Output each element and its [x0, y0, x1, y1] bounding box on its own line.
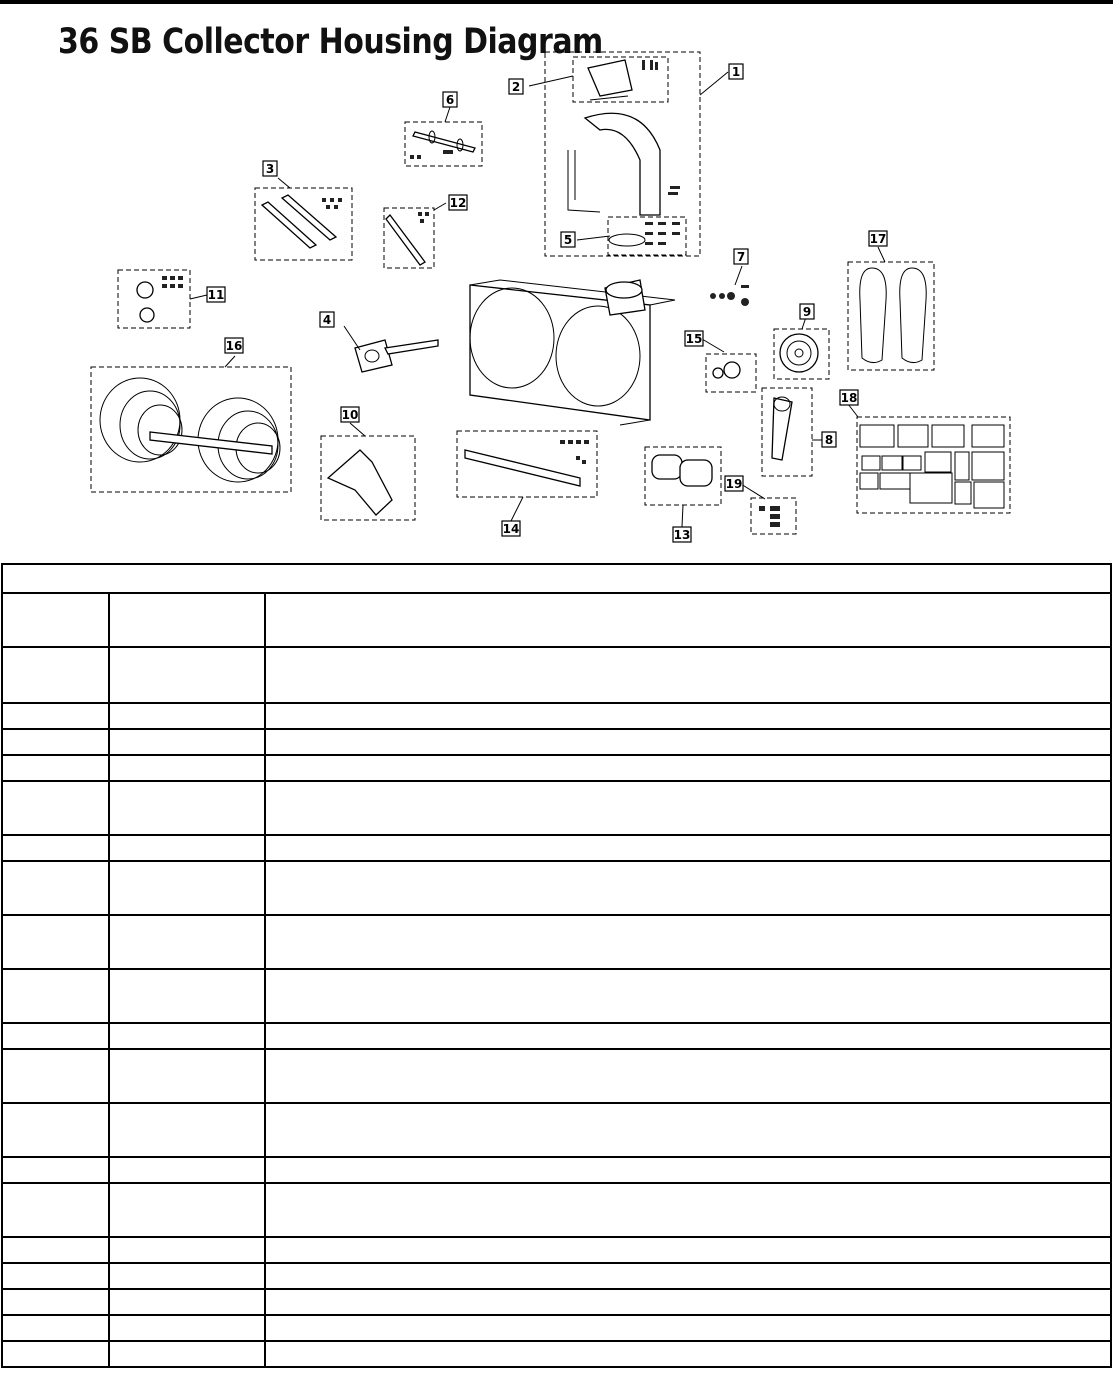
table-row [2, 835, 1111, 861]
callout-label: 8 [824, 433, 834, 447]
callout-label: 9 [802, 305, 812, 319]
callout-16 [225, 338, 243, 353]
callout-2 [509, 79, 523, 94]
description-cell [265, 861, 1111, 915]
table-row [2, 1237, 1111, 1263]
description-cell [265, 593, 1111, 647]
description-cell [265, 729, 1111, 755]
callout-1 [729, 64, 743, 79]
ref-cell [2, 1341, 109, 1367]
ref-cell [2, 861, 109, 915]
callout-9 [800, 304, 814, 319]
description-cell [265, 1103, 1111, 1157]
table-row [2, 1315, 1111, 1341]
part-number-cell [109, 835, 265, 861]
ref-cell [2, 969, 109, 1023]
ref-cell [2, 729, 109, 755]
description-cell [265, 915, 1111, 969]
callout-label: 15 [685, 332, 703, 346]
ref-cell [2, 1237, 109, 1263]
table-row [2, 781, 1111, 835]
callout-label: 19 [725, 477, 743, 491]
part-number-cell [109, 915, 265, 969]
description-cell [265, 1157, 1111, 1183]
callout-19 [725, 476, 743, 491]
table-row [2, 1341, 1111, 1367]
exploded-parts-diagram [0, 0, 1113, 560]
parts-table [1, 563, 1112, 1368]
description-cell [265, 1263, 1111, 1289]
ref-cell [2, 703, 109, 729]
callout-label: 7 [736, 250, 746, 264]
ref-cell [2, 1289, 109, 1315]
description-cell [265, 1237, 1111, 1263]
ref-cell [2, 915, 109, 969]
callout-label: 16 [225, 339, 243, 353]
callout-14 [502, 521, 520, 536]
table-row [2, 1103, 1111, 1157]
part-number-cell [109, 1315, 265, 1341]
table-row [2, 647, 1111, 703]
callout-8 [822, 432, 836, 447]
callout-label: 12 [449, 196, 467, 210]
callout-18 [840, 390, 858, 405]
callout-10 [341, 407, 359, 422]
callout-label: 13 [673, 528, 691, 542]
callout-label: 5 [563, 233, 573, 247]
table-row [2, 729, 1111, 755]
part-number-cell [109, 1237, 265, 1263]
table-row [2, 703, 1111, 729]
callout-label: 18 [840, 391, 858, 405]
callout-label: 1 [731, 65, 741, 79]
part-number-cell [109, 703, 265, 729]
description-cell [265, 1289, 1111, 1315]
parts-table-header-row [2, 564, 1111, 593]
chute-part [585, 113, 660, 215]
callout-11 [207, 287, 225, 302]
table-row [2, 1023, 1111, 1049]
callout-3 [263, 161, 277, 176]
parts-table-header-cell [2, 564, 1111, 593]
part-number-cell [109, 1183, 265, 1237]
table-row [2, 1157, 1111, 1183]
description-cell [265, 647, 1111, 703]
table-row [2, 969, 1111, 1023]
callout-4 [320, 312, 334, 327]
ref-cell [2, 835, 109, 861]
callout-label: 4 [322, 313, 332, 327]
callout-label: 6 [445, 93, 455, 107]
table-row [2, 1289, 1111, 1315]
table-row [2, 1183, 1111, 1237]
part-number-cell [109, 1157, 265, 1183]
part-number-cell [109, 1049, 265, 1103]
part-number-cell [109, 1103, 265, 1157]
description-cell [265, 1023, 1111, 1049]
ref-cell [2, 1023, 109, 1049]
part-number-cell [109, 729, 265, 755]
part-number-cell [109, 969, 265, 1023]
ref-cell [2, 755, 109, 781]
description-cell [265, 1183, 1111, 1237]
ref-cell [2, 647, 109, 703]
part-number-cell [109, 1023, 265, 1049]
callout-label: 14 [502, 522, 520, 536]
part-number-cell [109, 861, 265, 915]
page-title: 36 SB Collector Housing Diagram [58, 22, 603, 63]
callout-label: 2 [511, 80, 521, 94]
table-row [2, 861, 1111, 915]
callout-label: 11 [207, 288, 225, 302]
chute-deflector-part [588, 60, 632, 96]
callout-5 [561, 232, 575, 247]
description-cell [265, 1315, 1111, 1341]
ref-cell [2, 593, 109, 647]
callout-15 [685, 331, 703, 346]
part-number-cell [109, 593, 265, 647]
table-row [2, 915, 1111, 969]
table-row [2, 1049, 1111, 1103]
description-cell [265, 781, 1111, 835]
part-number-cell [109, 781, 265, 835]
callout-12 [449, 195, 467, 210]
callout-6 [443, 92, 457, 107]
table-row [2, 1263, 1111, 1289]
callout-label: 3 [265, 162, 275, 176]
description-cell [265, 969, 1111, 1023]
ref-cell [2, 1103, 109, 1157]
description-cell [265, 755, 1111, 781]
callout-label: 17 [869, 232, 887, 246]
callout-17 [869, 231, 887, 246]
description-cell [265, 835, 1111, 861]
callout-13 [673, 527, 691, 542]
ref-cell [2, 781, 109, 835]
description-cell [265, 703, 1111, 729]
part-number-cell [109, 1341, 265, 1367]
description-cell [265, 1049, 1111, 1103]
ref-cell [2, 1049, 109, 1103]
ref-cell [2, 1263, 109, 1289]
part-number-cell [109, 1263, 265, 1289]
part-number-cell [109, 755, 265, 781]
callout-label: 10 [341, 408, 359, 422]
table-row [2, 593, 1111, 647]
description-cell [265, 1341, 1111, 1367]
ref-cell [2, 1157, 109, 1183]
ref-cell [2, 1183, 109, 1237]
ref-cell [2, 1315, 109, 1341]
part-number-cell [109, 647, 265, 703]
part-number-cell [109, 1289, 265, 1315]
callout-7 [734, 249, 748, 264]
table-row [2, 755, 1111, 781]
